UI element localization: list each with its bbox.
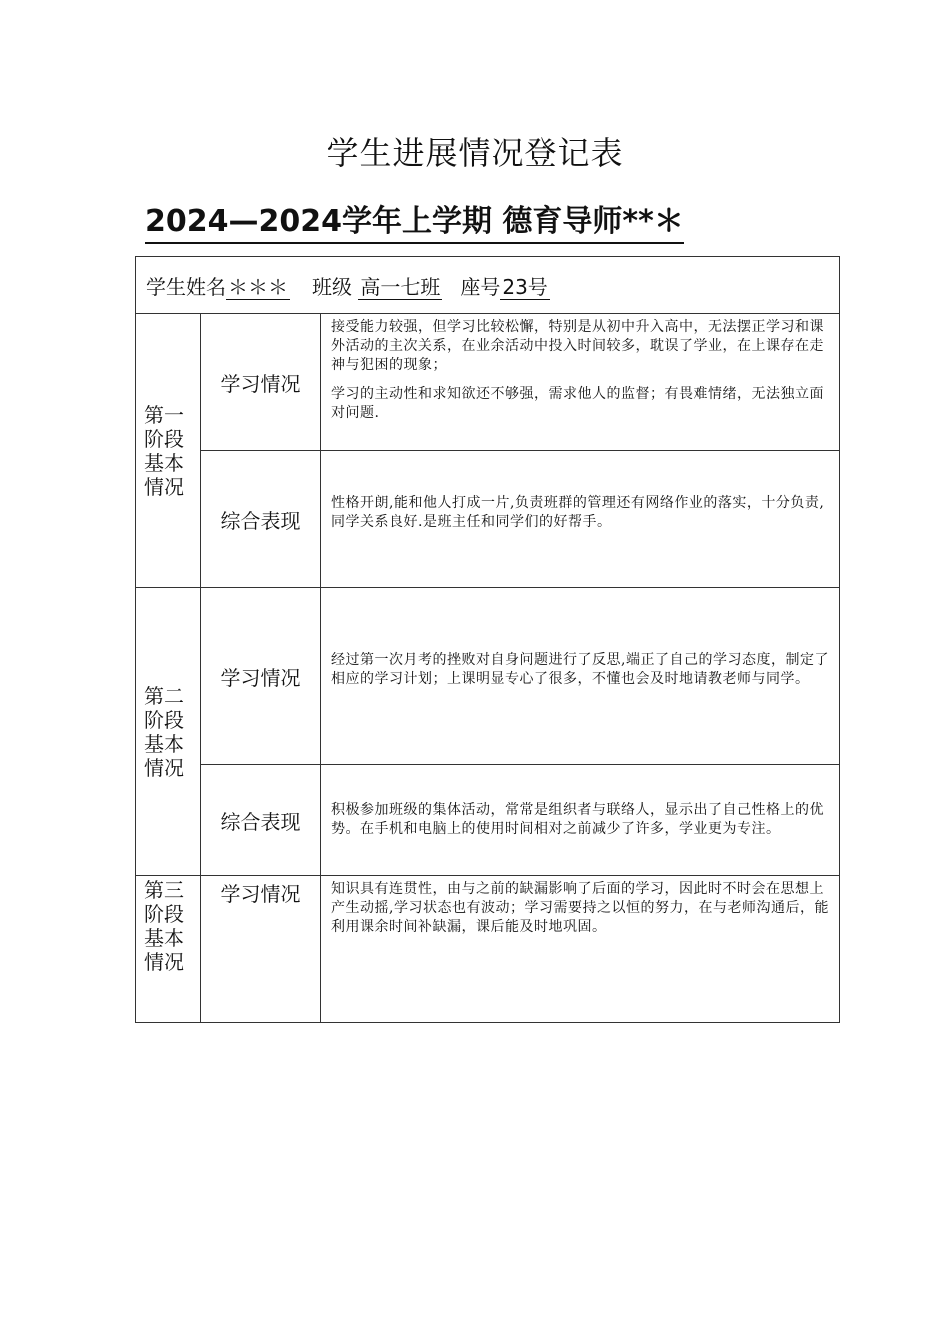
stage2-study-text: 经过第一次月考的挫败对自身问题进行了反思,端正了自己的学习态度，制定了相应的学习计划；上课明显专心了很多，不懂也会及时地请教老师与同学。 <box>331 652 829 687</box>
stage3-study-row <box>136 876 840 1023</box>
stage2-overall-row <box>136 765 840 876</box>
name-value: ＊＊＊ <box>228 274 288 299</box>
stage1-label-cell <box>136 314 201 588</box>
stage2-study-row <box>136 588 840 765</box>
name-label: 学生姓名 <box>146 274 226 299</box>
stage1-overall-text: 性格开朗,能和他人打成一片,负责班群的管理还有网络作业的落实，十分负责,同学关系良好.是班主任和同学们的好帮手。 <box>331 495 825 530</box>
seat-label: 座号 <box>460 274 501 299</box>
registration-table <box>135 256 840 1023</box>
class-value: 高一七班 <box>360 274 441 299</box>
stage1-overall-content <box>321 451 840 588</box>
stage1-overall-row <box>136 451 840 588</box>
stage1-study-paragraph: 学习的主动性和求知欲还不够强，需求他人的监督；有畏难情绪，无法独立面对问题. <box>331 386 824 421</box>
stage3-study-text: 知识具有连贯性，由与之前的缺漏影响了后面的学习，因此时不时会在思想上产生动摇,学习状态也有波动；学习需要持之以恒的努力，在与老师沟通后，能利用课余时间补缺漏，课后能及时地巩固。 <box>331 881 829 935</box>
stage2-label-cell <box>136 588 201 876</box>
stage1-overall-label: 综合表现 <box>201 451 321 588</box>
student-info-row <box>136 257 840 314</box>
stage3-label: 第三阶段基本情况 <box>144 878 184 974</box>
stage1-label: 第一阶段基本情况 <box>144 402 184 499</box>
seat-value: 23号 <box>502 274 548 299</box>
stage3-study-label: 学习情况 <box>201 876 321 1023</box>
stage2-study-content <box>321 588 840 765</box>
stage2-label: 第二阶段基本情况 <box>144 683 184 780</box>
student-info-cell <box>136 257 840 314</box>
stage3-study-content <box>321 876 840 1023</box>
stage1-study-paragraph: 接受能力较强，但学习比较松懈，特别是从初中升入高中，无法摆正学习和课外活动的主次关系，在业余活动中投入时间较多，耽误了学业，在上课存在走神与犯困的现象； <box>331 319 824 373</box>
stage2-overall-label: 综合表现 <box>201 765 321 876</box>
stage1-study-row <box>136 314 840 451</box>
class-label: 班级 <box>312 274 352 299</box>
term-subtitle: 2024—2024学年上学期 德育导师**＊ <box>145 196 684 244</box>
stage2-overall-content <box>321 765 840 876</box>
stage1-study-label: 学习情况 <box>201 314 321 451</box>
stage2-study-label: 学习情况 <box>201 588 321 765</box>
stage3-label-cell <box>136 876 201 1023</box>
stage2-overall-text: 积极参加班级的集体活动，常常是组织者与联络人，显示出了自己性格上的优势。在手机和电脑上的使用时间相对之前减少了许多，学业更为专注。 <box>331 802 824 837</box>
stage1-study-content <box>321 314 840 451</box>
page-title: 学生进展情况登记表 <box>326 134 624 172</box>
